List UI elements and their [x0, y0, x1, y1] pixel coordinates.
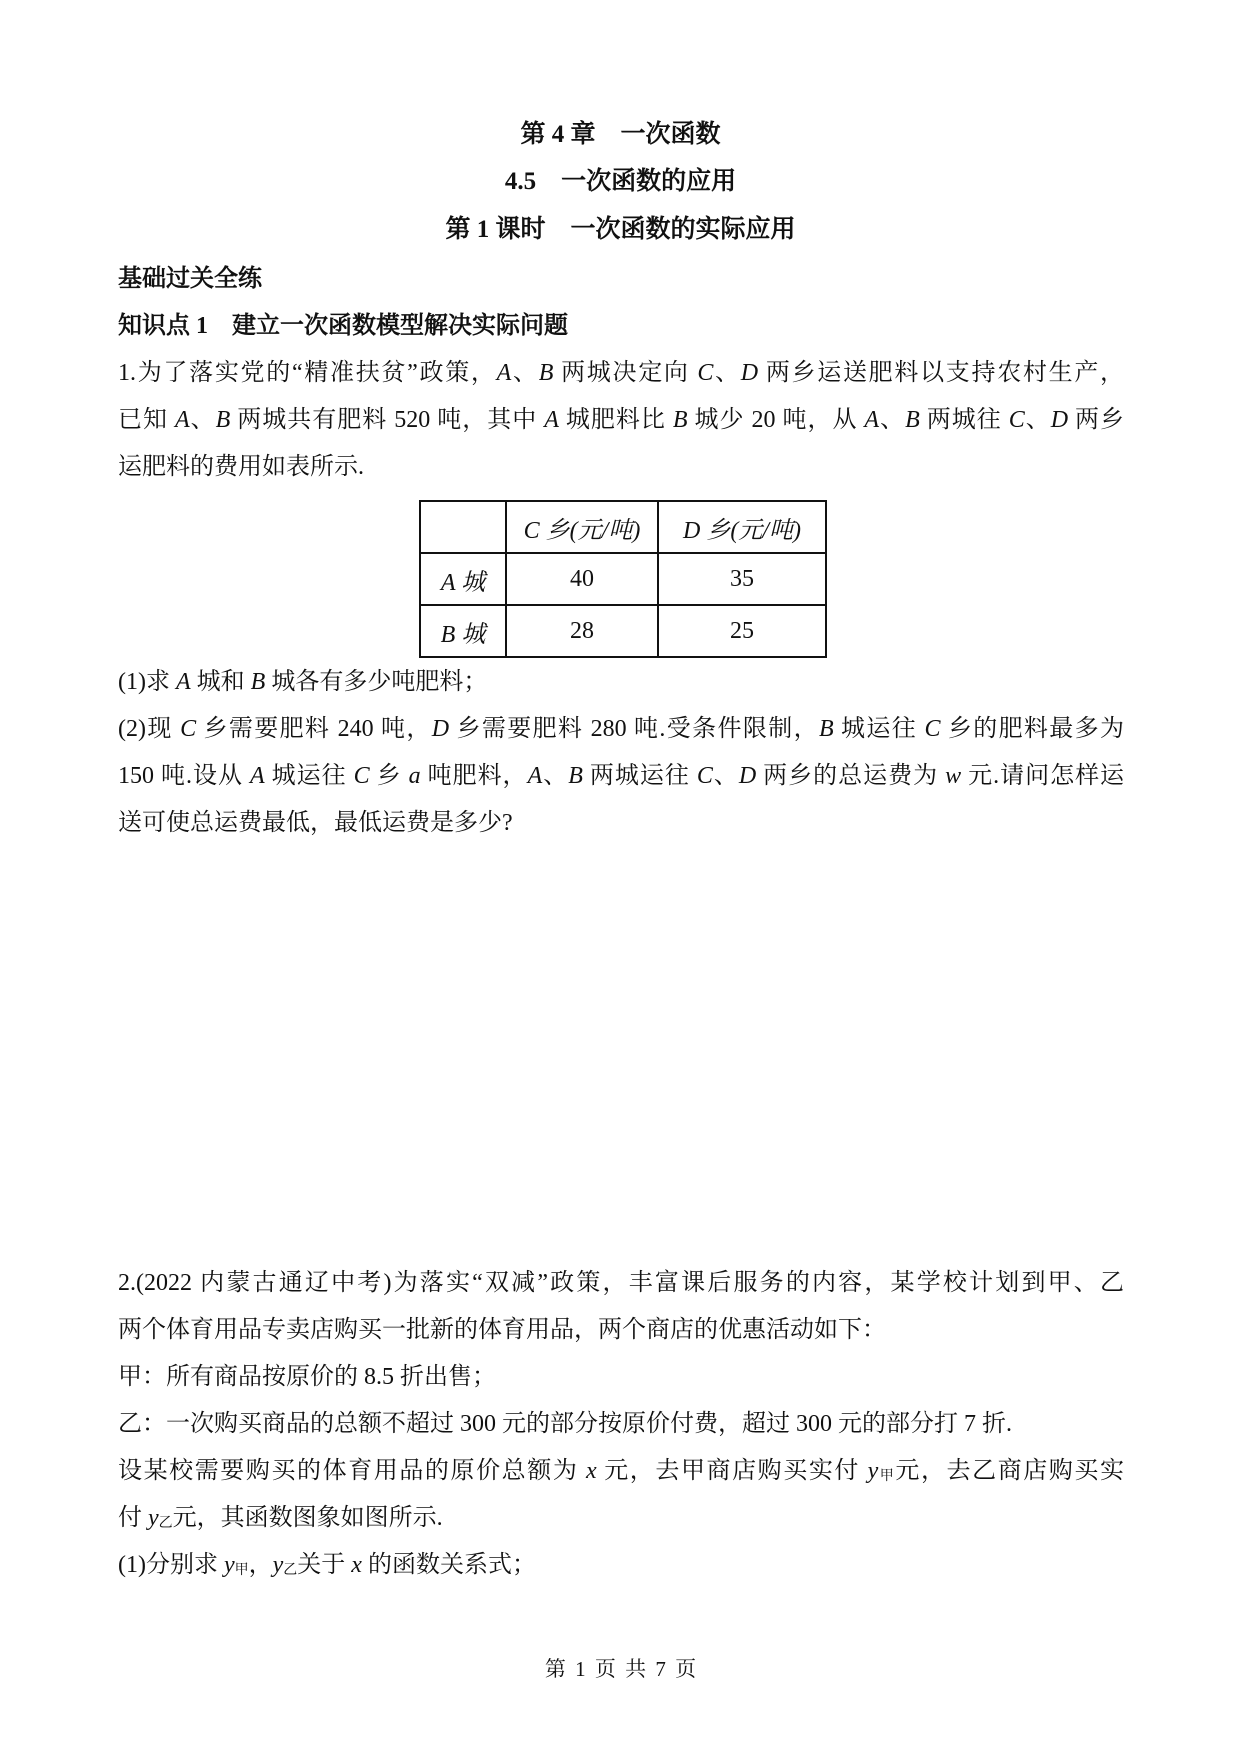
page-footer: 第 1 页 共 7 页	[544, 1657, 697, 1681]
q2-part1: (1)分别求 y甲，y乙关于 x 的函数关系式；	[118, 1552, 536, 1578]
table-cell: 25	[658, 605, 826, 657]
q2-line5: 设某校需要购买的体育用品的原价总额为 x 元，去甲商店购买实付 y甲元，去乙商店购买实	[118, 1458, 1125, 1484]
q2-line4: 乙：一次购买商品的总额不超过 300 元的部分按原价付费，超过 300 元的部分打 7 折.	[118, 1411, 1012, 1437]
q1-part2-line2: 150 吨.设从 A 城运往 C 乡 a 吨肥料，A、B 两城运往 C、D 两乡的总运费为 w 元.请问怎样运	[118, 763, 1125, 789]
q1-line3: 运肥料的费用如表所示.	[118, 454, 364, 480]
q2-line6: 付 y乙元，其函数图象如图所示.	[118, 1505, 443, 1531]
q1-part2-line1: (2)现 C 乡需要肥料 240 吨，D 乡需要肥料 280 吨.受条件限制，B 城运往 C 乡的肥料最多为	[118, 716, 1125, 742]
table-header-cell	[420, 501, 506, 553]
fee-table	[419, 500, 827, 658]
chapter-title: 第 4 章 一次函数	[520, 121, 721, 148]
practice-heading: 基础过关全练	[118, 266, 262, 292]
q1-part1: (1)求 A 城和 B 城各有多少吨肥料；	[118, 669, 488, 695]
q2-line3: 甲：所有商品按原价的 8.5 折出售；	[118, 1364, 496, 1390]
table-cell: 28	[506, 605, 658, 657]
table-row-label: B 城	[420, 605, 506, 657]
section-title: 4.5 一次函数的应用	[504, 168, 737, 195]
q1-line2: 已知 A、B 两城共有肥料 520 吨，其中 A 城肥料比 B 城少 20 吨，从 A、B 两城往 C、D 两乡	[118, 407, 1125, 433]
q2-line2: 两个体育用品专卖店购买一批新的体育用品，两个商店的优惠活动如下：	[118, 1317, 886, 1343]
table-header-cell: C 乡(元/吨)	[506, 501, 658, 553]
lesson-title: 第 1 课时 一次函数的实际应用	[445, 216, 796, 243]
table-cell: 40	[506, 553, 658, 605]
knowledge-point-heading: 知识点 1 建立一次函数模型解决实际问题	[118, 313, 568, 339]
q2-line1: 2.(2022 内蒙古通辽中考)为落实“双减”政策，丰富课后服务的内容，某学校计划到甲、乙	[118, 1270, 1124, 1296]
table-header-cell: D 乡(元/吨)	[658, 501, 826, 553]
table-row	[420, 605, 826, 657]
table-cell: 35	[658, 553, 826, 605]
table-row-label: A 城	[420, 553, 506, 605]
q1-line1: 1.为了落实党的“精准扶贫”政策，A、B 两城决定向 C、D 两乡运送肥料以支持农村生产，	[118, 360, 1125, 386]
q1-part2-line3: 送可使总运费最低，最低运费是多少?	[118, 810, 513, 836]
table-header-row	[420, 501, 826, 553]
table-row	[420, 553, 826, 605]
